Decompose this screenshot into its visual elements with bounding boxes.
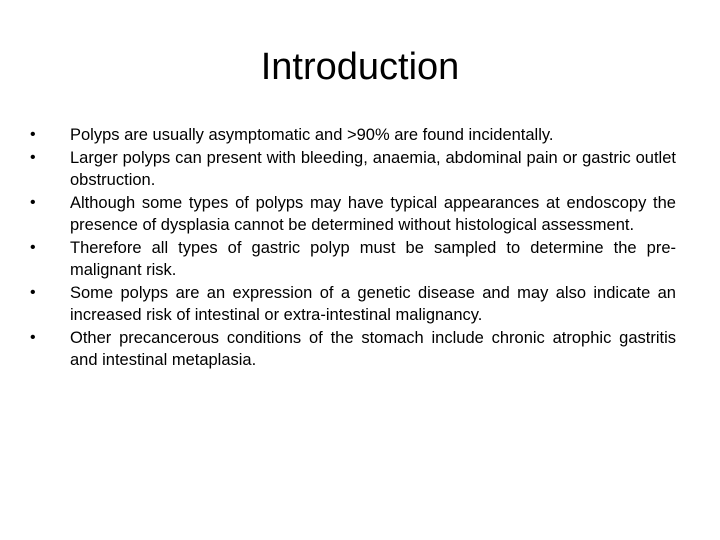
bullet-text: Polyps are usually asymptomatic and >90% are found incidentally. (70, 126, 554, 144)
bullet-dot-icon: • (30, 239, 36, 256)
bullet-list (30, 124, 676, 372)
bullet-dot-icon: • (30, 149, 36, 166)
bullet-item (30, 124, 676, 146)
bullet-dot-icon: • (30, 194, 36, 211)
bullet-dot-icon: • (30, 126, 36, 143)
bullet-item (30, 327, 676, 371)
bullet-dot-icon: • (30, 284, 36, 301)
bullet-text: Larger polyps can present with bleeding, anaemia, abdominal pain or gastric outlet obstruction. (70, 149, 676, 189)
bullet-item (30, 147, 676, 191)
bullet-text: Therefore all types of gastric polyp must be sampled to determine the pre-malignant risk. (70, 239, 676, 279)
bullet-item (30, 282, 676, 326)
bullet-item (30, 192, 676, 236)
bullet-dot-icon: • (30, 329, 36, 346)
bullet-item (30, 237, 676, 281)
bullet-text: Some polyps are an expression of a genetic disease and may also indicate an increased risk of intestinal or extra-intestinal malignancy. (70, 284, 676, 324)
bullet-text: Other precancerous conditions of the stomach include chronic atrophic gastritis and intestinal metaplasia. (70, 329, 676, 369)
bullet-text: Although some types of polyps may have typical appearances at endoscopy the presence of dysplasia cannot be determined without histological assessment. (70, 194, 676, 234)
slide-title: Introduction (260, 46, 460, 88)
